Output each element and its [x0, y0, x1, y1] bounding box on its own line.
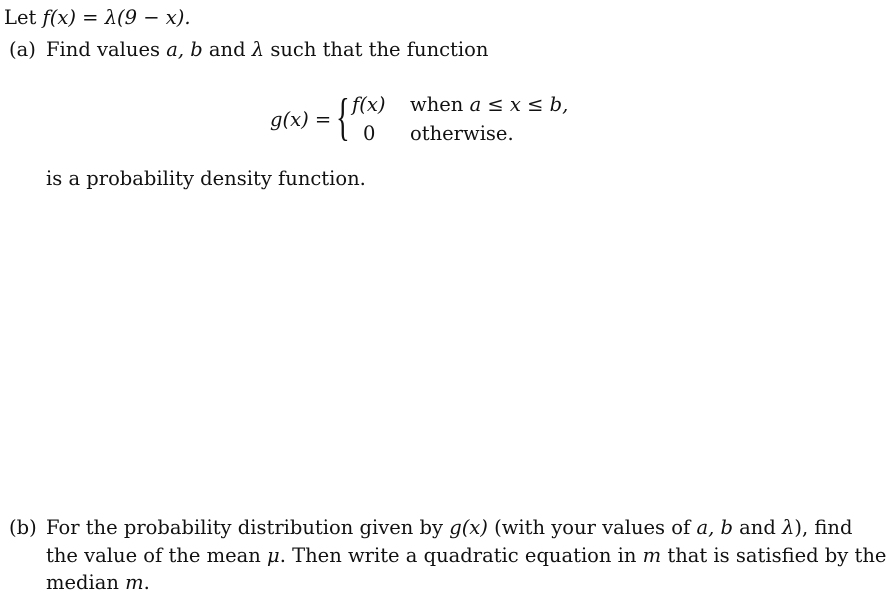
part-b-l3-pre: median	[46, 571, 126, 594]
part-b-l1-lambda: λ	[782, 516, 795, 539]
piecewise-case1-value: f(x)	[352, 93, 386, 116]
part-a-question	[46, 38, 488, 62]
part-b-l3-m: m	[125, 571, 144, 594]
part-a-text-pre: Find values	[46, 38, 167, 61]
case1-inequality: a ≤ x ≤ b,	[469, 93, 569, 116]
part-b-l1-ab: a, b	[696, 516, 733, 539]
piecewise-case2-condition: otherwise.	[410, 122, 514, 145]
part-b-line-3	[46, 571, 150, 595]
piecewise-lhs: g(x) =	[270, 108, 332, 131]
part-b-l2-pre: the value of the mean	[46, 544, 268, 567]
piecewise-case2-value: 0	[363, 122, 376, 145]
case1-when: when	[410, 93, 470, 116]
part-b-label: (b)	[9, 516, 37, 539]
part-b-l2-post: that is satisfied by the	[661, 544, 886, 567]
intro-function-definition: f(x) = λ(9 − x).	[42, 6, 191, 29]
part-b-l3-post: .	[143, 571, 150, 594]
part-a-vars: a, b	[166, 38, 203, 61]
intro-lead: Let	[4, 6, 43, 29]
part-b-l2-mid: . Then write a quadratic equation in	[279, 544, 643, 567]
part-b-l1-and: and	[732, 516, 783, 539]
piecewise-case1-condition	[410, 93, 568, 117]
intro-line	[4, 6, 191, 30]
piecewise-brace: {	[336, 89, 350, 146]
part-b-l1-pre: For the probability distribution given by	[46, 516, 450, 539]
part-a-text-mid: and	[202, 38, 252, 61]
part-a-text-post: such that the function	[264, 38, 489, 61]
part-b-l2-mu: μ	[267, 544, 280, 567]
part-a-conclusion: is a probability density function.	[46, 167, 366, 190]
part-b-l1-g: g(x)	[449, 516, 488, 539]
part-a-lambda: λ	[251, 38, 265, 61]
part-b-l2-m: m	[642, 544, 662, 567]
part-b-line-2	[46, 544, 886, 568]
part-a-label: (a)	[9, 38, 36, 61]
part-b-l1-post: ), find	[794, 516, 853, 539]
part-b-l1-mid: (with your values of	[487, 516, 697, 539]
part-b-line-1	[46, 516, 852, 540]
